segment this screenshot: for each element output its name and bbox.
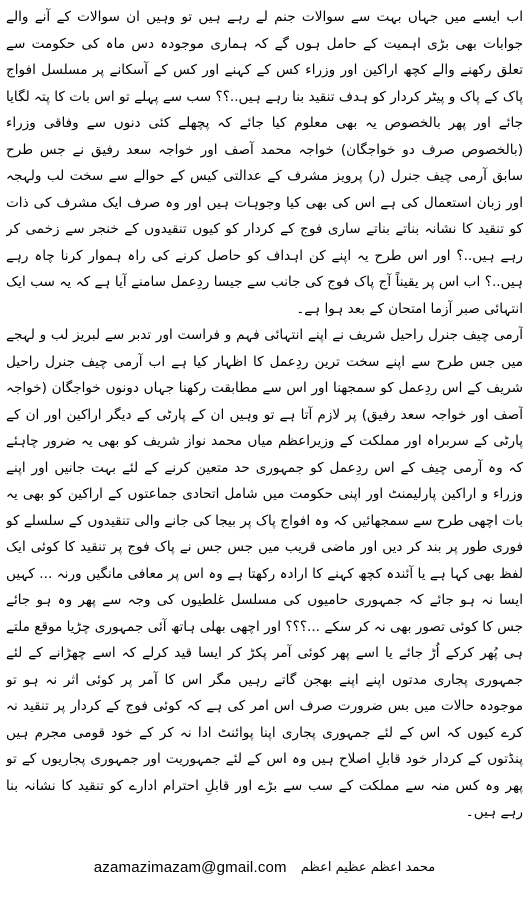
author-signature xyxy=(0,853,529,881)
author-email: azamazimazam@gmail.com xyxy=(93,858,287,876)
article-paragraph-1: اب ایسے میں جہاں بہت سے سوالات جنم لے رہے ہیں تو وہیں ان سوالات کے آنے والے جوابات بھی بڑی اہمیت کے حامل ہوں گے کہ ہماری موجودہ دس ماہ کی حکومت سے تعلق رکھنے والے کچھ اراکین اور وزراء کس کے کہنے اور کس کے آسکانے پر مسلسل افواج پاک کے پاک و پیٹر کردار کو ہدف تنقید بنا رہے ہیں..؟؟ سب سے پہلے تو اس بات کا پتہ لگایا جائے اور پھر بالخصوص یہ بھی معلوم کیا جائے کہ پچھلے کئی دنوں سے وفاقی وزراء (بالخصوص صرف دو خواجگان) خواجہ محمد آصف اور خواجہ سعد رفیق نے جس طرح سابق آرمی چیف جنرل (ر) پرویز مشرف کے عدالتی کیس کے حوالے سے سخت لب ولہجہ اور زبان استعمال کی ہے اس کی بھی کیا وجوہات ہیں اور وہ صرف ایک مشرف کی ذات کو تنقید کا نشانہ بناتے بناتے ساری فوج کے کردار کو کیوں تنقیدوں کے خنجر سے زخمی کر رہے ہیں..؟ اور اس طرح یہ اپنے کن اہداف کو حاصل کرنے کی راہ ہموار کرنا چاہ رہے ہیں..؟ اب اس پر یقیناً آج پاک فوج کی جانب سے جیسا ردِعمل سامنے آیا ہے کہ یہ سب ایک انتہائی صبر آزما امتحان کے بعد ہوا ہے۔ xyxy=(6,9,523,317)
author-name: محمد اعظم عظیم اعظم xyxy=(300,859,436,875)
article-body xyxy=(6,4,523,842)
article-paragraph-2: آرمی چیف جنرل راحیل شریف نے اپنے انتہائی فہم و فراست اور تدبر سے لبریز لب و لہجے میں جس طرح سے اپنے سخت ترین ردِعمل کا اظہار کیا ہے اب آرمی چیف جنرل راحیل شریف کے اس ردِعمل کو سمجھنا اور اس سے مطابقت رکھنا جہاں دونوں خواجگان (خواجہ آصف اور خواجہ سعد رفیق) پر لازم آتا ہے تو وہیں ان کے پارٹی کے دیگر اراکین اور ان کے پارٹی کے سربراہ اور مملکت کے وزیراعظم میاں محمد نواز شریف کو بھی یہ ضرور چاہئے کہ وہ آرمی چیف کے اس ردِعمل کو جمہوری حد متعین کرنے کے لئے بہت جانیں اور اپنے وزراء و اراکین پارلیمنٹ اور اپنی حکومت میں شامل اتحادی جماعتوں کے اراکین کو بھی یہ بات اچھی طرح سے سمجھائیں کہ وہ افواج پاک پر بیجا کی جانے والی تنقیدوں کے سلسلے کو فوری طور پر بند کر دیں اور ماضی قریب میں جس جس نے پاک فوج پر تنقید کا کوئی ایک لفظ بھی کہا ہے یا آئندہ کچھ کہنے کا ارادہ رکھتا ہے وہ اس پر معافی مانگیں ورنہ ... کہیں ایسا نہ ہو جائے کہ جمہوری حامیوں کی مسلسل غلطیوں کی وجہ سے پھر وہ ہو جائے جس کا کوئی تصور بھی نہ کر سکے ...؟؟؟ اور اچھی بھلی ہاتھ آئی جمہوری چڑیا موقع ملتے ہی پُھر کرکے اُڑ جائے یا اسے پھر کوئی آمر پکڑ کر ایسا قید کرلے کہ اسے چھڑانے کے لئے جمہوری پجاری مدتوں اپنے اپنے بھجن گاتے رہیں مگر اس کا آمر پر کوئی اثر نہ ہو تو موجودہ حالات میں بس ضرورت صرف اس امر کی ہے کہ کوئی فوج کے کردار پر تنقید نہ کرے کیوں کہ اس کے لئے جمہوری پجاری اپنا پوائنٹ ادا نہ کر کے خود قومی مجرم ہیں پنڈتوں کے کردار خود قابلِ اصلاح ہیں وہ اس کے لئے جمہوریت اور جمہوری پجاریوں کے تو پھر وہ کس منہ سے مملکت کے سب سے بڑے اور قابلِ احترام ادارے کو تنقید کا نشانہ بنا رہے ہیں۔ xyxy=(6,327,523,820)
